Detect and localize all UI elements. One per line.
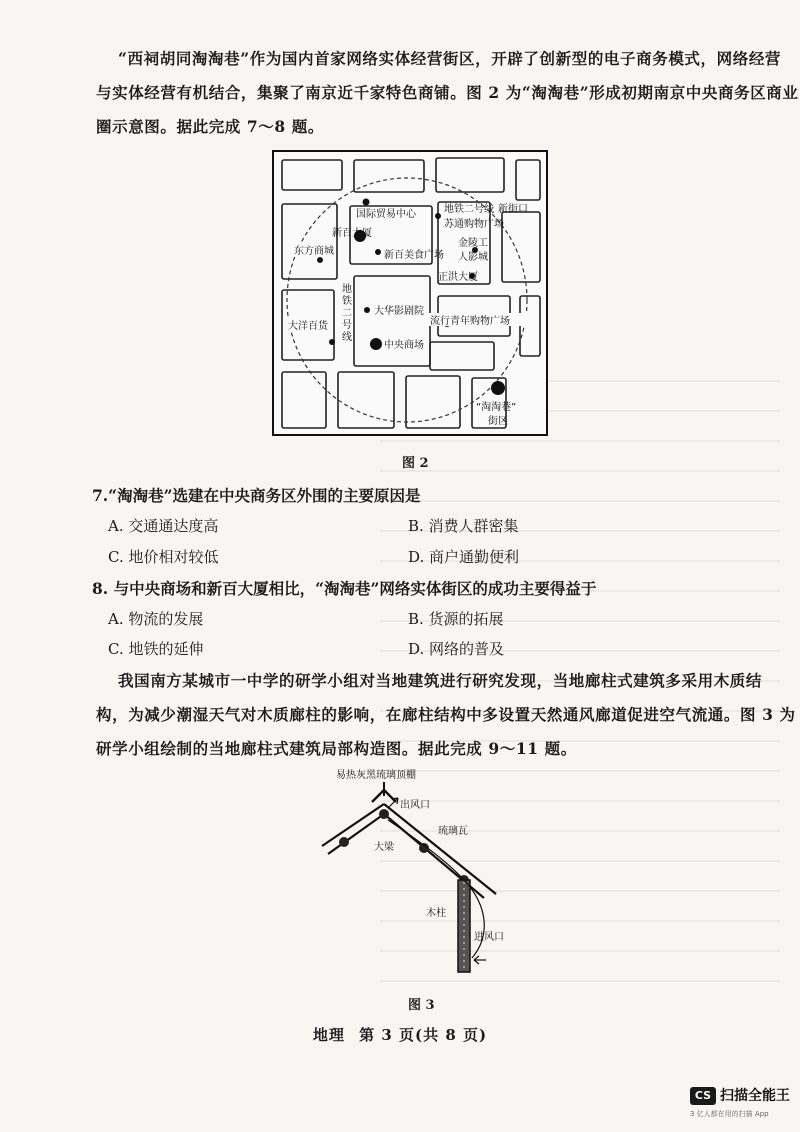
intro-paragraph-cont (96, 76, 799, 144)
figure-3-structure (314, 768, 504, 986)
label-top-shed: 易热灰黑琉璃顶棚 (336, 770, 416, 781)
label-dahua: 大华影剧院 (374, 306, 424, 317)
question-8-stem: 8. 与中央商场和新百大厦相比，“淘淘巷”网络实体街区的成功主要得益于 (92, 579, 597, 598)
label-glazed-tile: 琉璃瓦 (438, 826, 468, 837)
label-metro-vertical (342, 282, 352, 343)
intro-line-2: 与实体经营有机结合，集聚了南京近千家特色商铺。图 2 为“淘淘巷”形成初期南京中央商务区商业 (96, 83, 799, 102)
label-metro2-plaza-3: 苏通购物广场 (444, 219, 504, 230)
q7-option-d: D. 商户通勤便利 (408, 548, 520, 566)
label-taotao-2: 街区 (488, 416, 508, 427)
q7-option-b: B. 消费人群密集 (408, 517, 519, 535)
label-metro-vertical-char: 铁 (342, 296, 352, 307)
second-paragraph-cont (96, 698, 796, 766)
label-column: 木柱 (426, 908, 446, 919)
label-jinling-2: 人影城 (458, 252, 488, 263)
label-metro-vertical-char: 线 (342, 332, 352, 343)
q7-option-a: A. 交通通达度高 (108, 517, 219, 535)
question-7-stem: 7.“淘淘巷”选建在中央商务区外围的主要原因是 (92, 486, 421, 505)
label-metro2-plaza-2: 新街口 (498, 204, 528, 215)
label-metro-vertical-char: 号 (342, 320, 352, 331)
scanner-logo-icon: CS (690, 1087, 716, 1105)
q8-option-d: D. 网络的普及 (408, 640, 505, 658)
q7-option-c: C. 地价相对较低 (108, 548, 219, 566)
page-footer (0, 1024, 800, 1045)
label-zhongyang: 中央商场 (384, 340, 424, 351)
figure-3-caption: 图 3 (408, 998, 435, 1013)
label-outlet: 出风口 (400, 800, 430, 811)
label-xinbai: 新百大厦 (332, 228, 372, 239)
second-paragraph (118, 664, 762, 698)
scanner-app-name: 扫描全能王 (720, 1088, 790, 1104)
second-line-2: 构，为减少潮湿天气对木质廊柱的影响，在廊柱结构中多设置天然通风廊道促进空气流通。图 3 为 (96, 705, 796, 724)
second-line-1: 我国南方某城市一中学的研学小组对当地建筑进行研究发现，当地廊柱式建筑多采用木质结 (118, 671, 763, 690)
figure-2-caption: 图 2 (402, 456, 429, 471)
second-line-3: 研学小组绘制的当地廊柱式建筑局部构造图。据此完成 9～11 题。 (96, 739, 577, 758)
label-zhenghong: 正洪大厦 (438, 272, 478, 283)
q8-option-c: C. 地铁的延伸 (108, 640, 204, 658)
footer-page-number: 第 3 页(共 8 页) (359, 1026, 488, 1044)
label-metro-vertical-char: 地 (342, 284, 352, 295)
label-dongfang: 东方商城 (294, 246, 334, 257)
q8-option-b: B. 货源的拓展 (408, 610, 504, 628)
label-beam: 大梁 (374, 842, 394, 853)
q8-option-a: A. 物流的发展 (108, 610, 204, 628)
label-jinling-1: 金陵工 (458, 238, 488, 249)
label-guomao: 国际贸易中心 (356, 209, 416, 220)
figure-2-map (272, 150, 548, 436)
intro-line-3: 圈示意图。据此完成 7～8 题。 (96, 117, 324, 136)
label-inlet: 进风口 (474, 932, 504, 943)
label-xinbai-food: 新百美食广场 (384, 250, 444, 261)
label-metro-vertical-char: 二 (342, 308, 352, 319)
label-liuxing: 流行青年购物广场 (430, 316, 510, 327)
scanner-slogan: 3 亿人都在用的扫描 App (690, 1110, 769, 1118)
intro-paragraph (118, 42, 781, 76)
label-metro-vertical-group (342, 282, 352, 343)
label-dayang: 大洋百货 (288, 321, 328, 332)
intro-line-1: “西祠胡同淘淘巷”作为国内首家网络实体经营街区，开辟了创新型的电子商务模式，网络经营 (118, 49, 782, 68)
label-taotao-1: “淘淘巷” (476, 402, 517, 413)
label-metro2-plaza-1: 地铁二号线 (444, 204, 494, 215)
footer-subject: 地理 (312, 1026, 345, 1044)
